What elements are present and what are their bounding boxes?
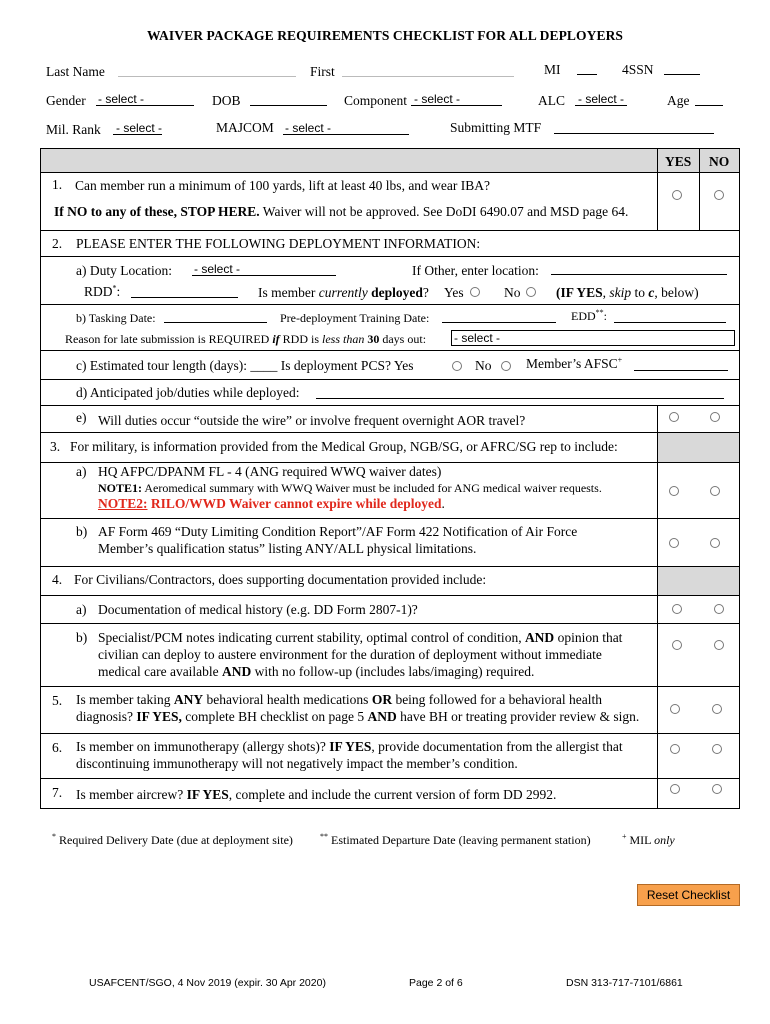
rule xyxy=(657,148,658,230)
q4a-yes-radio[interactable] xyxy=(672,604,682,614)
rule xyxy=(40,230,740,231)
fn-rdd-text: Required Delivery Date (due at deployment site) xyxy=(56,833,293,847)
rule xyxy=(40,148,41,808)
mtf-label: Submitting MTF xyxy=(450,120,542,135)
q5-l2-2: complete BH checklist on page 5 xyxy=(181,709,368,724)
q1-no-radio[interactable] xyxy=(714,190,724,200)
late-30: 30 xyxy=(367,332,380,346)
fn-rdd-sup: * xyxy=(52,832,56,841)
if-yes-skip-note xyxy=(556,285,699,301)
ifyes-i: skip xyxy=(609,285,632,300)
dob-field[interactable] xyxy=(250,105,327,106)
gender-underline xyxy=(96,105,194,106)
late-less: less than xyxy=(322,332,365,346)
ssn-field[interactable] xyxy=(664,74,700,75)
rdd-text: RDD xyxy=(84,284,113,299)
ssn-label: 4SSN xyxy=(622,62,654,77)
q3b-line1: AF Form 469 “Duty Limiting Condition Report”/AF Form 422 Notification of Air Force xyxy=(98,524,578,539)
note1-label: NOTE1: xyxy=(98,481,143,495)
deployed-yes-label: Yes xyxy=(444,285,464,300)
pcs-no-label: No xyxy=(475,358,492,373)
q4a-no-radio[interactable] xyxy=(714,604,724,614)
q2e-text: Will duties occur “outside the wire” or involve frequent overnight AOR travel? xyxy=(98,413,526,428)
q4b-l1-2: opinion that xyxy=(554,630,623,645)
q3-note2 xyxy=(98,496,445,512)
q2-text: PLEASE ENTER THE FOLLOWING DEPLOYMENT INFORMATION: xyxy=(76,236,481,251)
q4a-label: a) xyxy=(76,602,87,617)
q2e-no-radio[interactable] xyxy=(710,412,720,422)
fn-mil-sup: + xyxy=(622,832,627,841)
late-1: Reason for late submission is REQUIRED xyxy=(65,332,273,346)
rule xyxy=(40,778,740,779)
rule xyxy=(40,256,740,257)
q5-yes-radio[interactable] xyxy=(670,704,680,714)
edd-sup: ** xyxy=(595,308,604,317)
late-if: if xyxy=(272,332,280,346)
q1-stop-bold: If NO to any of these, STOP HERE. xyxy=(54,204,260,219)
gray-cell xyxy=(657,432,740,462)
rule xyxy=(40,405,740,406)
footnote-mil xyxy=(622,833,675,848)
q7-l1-ify: IF YES xyxy=(186,787,229,802)
reset-checklist-button[interactable]: Reset Checklist xyxy=(637,884,740,906)
q3-number: 3. xyxy=(50,439,61,454)
afsc-field[interactable] xyxy=(634,370,728,371)
majcom-select[interactable]: - select - xyxy=(285,121,332,135)
first-name-label: First xyxy=(310,64,335,79)
q3a-yes-radio[interactable] xyxy=(669,486,679,496)
mi-label: MI xyxy=(544,62,561,77)
rule xyxy=(40,172,740,173)
fn-edd-text: Estimated Departure Date (leaving permanent station) xyxy=(328,833,591,847)
q2-number: 2. xyxy=(52,236,63,251)
edd-text: EDD xyxy=(571,309,596,323)
ifyes-2: to xyxy=(631,285,649,300)
q6-line2: discontinuing immunotherapy will not negatively impact the member’s condition. xyxy=(76,756,518,771)
q3a-label: a) xyxy=(76,464,87,479)
anticipated-duties-field[interactable] xyxy=(316,398,724,399)
rule xyxy=(40,432,740,433)
q7-line1 xyxy=(76,787,556,803)
currently-1: Is member xyxy=(258,285,319,300)
duty-location-underline xyxy=(192,275,336,276)
first-name-field[interactable] xyxy=(342,76,514,77)
deployed-yes-radio[interactable] xyxy=(470,287,480,297)
pcs-yes-radio[interactable] xyxy=(452,361,462,371)
alc-underline xyxy=(575,105,627,106)
q1-stop-text xyxy=(54,204,628,220)
ifyes-b: (IF YES xyxy=(556,285,603,300)
gender-select[interactable]: - select - xyxy=(98,92,145,106)
q1-text: Can member run a minimum of 100 yards, lift at least 40 lbs, and wear IBA? xyxy=(75,178,491,193)
q4b-l1-1: Specialist/PCM notes indicating current stability, optimal control of condition, xyxy=(98,630,525,645)
rule xyxy=(739,148,740,808)
no-column-header: NO xyxy=(709,154,730,169)
last-name-label: Last Name xyxy=(46,64,105,79)
gray-cell xyxy=(657,566,740,595)
q6-number: 6. xyxy=(52,740,63,755)
footer-page: Page 2 of 6 xyxy=(409,977,463,989)
q5-l1-2: behavioral health medications xyxy=(203,692,372,707)
currently-b: deployed xyxy=(367,285,423,300)
alc-select[interactable]: - select - xyxy=(578,92,625,106)
rule xyxy=(40,379,740,380)
q1-stop-rest: Waiver will not be approved. See DoDI 6490.07 and MSD page 64. xyxy=(259,204,629,219)
q7-yes-radio[interactable] xyxy=(670,784,680,794)
afsc-text: Member’s AFSC xyxy=(526,356,618,371)
q4-number: 4. xyxy=(52,572,63,587)
q5-line2 xyxy=(76,709,639,725)
q5-l2-1: diagnosis? xyxy=(76,709,137,724)
other-location-label: If Other, enter location: xyxy=(412,263,539,278)
q1-number: 1. xyxy=(52,177,63,192)
q5-l1-or: OR xyxy=(371,692,393,707)
last-name-field[interactable] xyxy=(118,76,296,77)
deployed-no-radio[interactable] xyxy=(526,287,536,297)
tour-length-label: c) Estimated tour length (days): ____ Is deployment PCS? Yes xyxy=(76,358,414,373)
late-2: RDD is xyxy=(279,332,323,346)
rule xyxy=(699,148,700,230)
note2-label: NOTE2: xyxy=(98,496,148,511)
q6-line1 xyxy=(76,739,623,755)
rule xyxy=(40,686,740,687)
q3-note1 xyxy=(98,481,602,496)
rdd-label xyxy=(84,284,120,300)
q7-no-radio[interactable] xyxy=(712,784,722,794)
late-reason-select[interactable] xyxy=(451,330,735,346)
note2-text: RILO/WWD Waiver cannot expire while deployed xyxy=(147,496,442,511)
q6-l1-2: , provide documentation from the allergist that xyxy=(371,739,623,754)
q7-number: 7. xyxy=(52,785,63,800)
q2e-yes-radio[interactable] xyxy=(669,412,679,422)
q3a-text: HQ AFPC/DPANM FL - 4 (ANG required WWQ waiver dates) xyxy=(98,464,442,479)
table-header-band xyxy=(40,148,740,172)
rank-underline xyxy=(113,134,162,135)
q5-no-radio[interactable] xyxy=(712,704,722,714)
alc-label: ALC xyxy=(538,93,565,108)
fn-mil-i: only xyxy=(654,833,675,847)
q6-l1-ify: IF YES xyxy=(329,739,372,754)
q4b-line1 xyxy=(98,630,622,646)
currently-q: ? xyxy=(422,285,429,300)
pcs-no-radio[interactable] xyxy=(501,361,511,371)
q6-yes-radio[interactable] xyxy=(670,744,680,754)
rdd-sup: * xyxy=(112,283,117,293)
rule xyxy=(40,623,740,624)
note1-text: Aeromedical summary with WWQ Waiver must be included for ANG medical waiver requests. xyxy=(142,481,602,495)
q2e-label: e) xyxy=(76,410,87,425)
edd-colon: : xyxy=(603,309,608,323)
q6-l1-1: Is member on immunotherapy (allergy shots)? xyxy=(76,739,330,754)
q3b-yes-radio[interactable] xyxy=(669,538,679,548)
fn-mil-1: MIL xyxy=(626,833,655,847)
ifyes-c: c xyxy=(648,285,655,300)
q3a-no-radio[interactable] xyxy=(710,486,720,496)
q5-l1-3: being followed for a behavioral health xyxy=(392,692,602,707)
rule xyxy=(40,462,740,463)
age-field[interactable] xyxy=(695,105,723,106)
q3b-line2: Member’s qualification status” listing ANY/ALL physical limitations. xyxy=(98,541,477,556)
rule xyxy=(40,148,740,149)
rule xyxy=(40,595,740,596)
predeploy-training-field[interactable] xyxy=(442,322,556,323)
fn-edd-sup: ** xyxy=(320,832,328,841)
late-4: days out: xyxy=(379,332,427,346)
rdd-field[interactable] xyxy=(131,297,238,298)
currently-i: currently xyxy=(318,285,368,300)
rule xyxy=(40,350,740,351)
q4b-yes-radio[interactable] xyxy=(672,640,682,650)
q1-yes-radio[interactable] xyxy=(672,190,682,200)
afsc-label xyxy=(526,356,622,372)
q4b-l1-and: AND xyxy=(524,630,555,645)
afsc-sup: + xyxy=(617,355,623,365)
majcom-underline xyxy=(283,134,409,135)
component-select[interactable]: - select - xyxy=(414,92,461,106)
late-reason-value: - select - xyxy=(454,331,501,345)
footnote-edd xyxy=(320,833,591,848)
gender-label: Gender xyxy=(46,93,86,108)
dob-label: DOB xyxy=(212,93,241,108)
currently-deployed-label xyxy=(258,285,429,301)
tasking-date-label: b) Tasking Date: xyxy=(76,311,156,325)
rule xyxy=(40,566,740,567)
q5-l1-any: ANY xyxy=(173,692,204,707)
q5-line1 xyxy=(76,692,602,708)
tasking-date-field[interactable] xyxy=(164,322,267,323)
q3-text: For military, is information provided from the Medical Group, NGB/SG, or AFRC/SG rep to include: xyxy=(70,439,618,454)
late-submission-label xyxy=(65,332,426,347)
footer-left: USAFCENT/SGO, 4 Nov 2019 (expir. 30 Apr 2020) xyxy=(89,977,326,989)
q4a-text: Documentation of medical history (e.g. DD Form 2807-1)? xyxy=(98,602,418,617)
component-underline xyxy=(411,105,502,106)
q4b-line2: civilian can deploy to austere environment for the duration of deployment without immediate xyxy=(98,647,602,662)
footnote-rdd xyxy=(52,833,293,848)
edd-label xyxy=(571,309,607,324)
q4b-line3 xyxy=(98,664,534,680)
q7-l1-1: Is member aircrew? xyxy=(76,787,187,802)
yes-column-header: YES xyxy=(665,154,692,169)
rank-select[interactable]: - select - xyxy=(116,121,163,135)
component-label: Component xyxy=(344,93,407,108)
rule xyxy=(657,405,658,808)
q5-l1-1: Is member taking xyxy=(76,692,174,707)
predeploy-training-label: Pre-deployment Training Date: xyxy=(280,311,430,325)
footer-right: DSN 313-717-7101/6861 xyxy=(566,977,683,989)
note2-end: . xyxy=(441,496,445,511)
rank-label: Mil. Rank xyxy=(46,122,101,137)
q5-l2-and: AND xyxy=(367,709,397,724)
q5-l2-ify: IF YES, xyxy=(136,709,182,724)
ifyes-1: , xyxy=(602,285,610,300)
ifyes-3: , below) xyxy=(654,285,699,300)
rule xyxy=(40,518,740,519)
page-title: WAIVER PACKAGE REQUIREMENTS CHECKLIST FOR ALL DEPLOYERS xyxy=(146,28,624,43)
deployed-no-label: No xyxy=(504,285,521,300)
rule xyxy=(40,304,740,305)
rdd-colon: : xyxy=(116,284,121,299)
mi-field[interactable] xyxy=(577,74,597,75)
q4b-l3-2: with no follow-up (includes labs/imaging) required. xyxy=(251,664,535,679)
age-label: Age xyxy=(667,93,690,108)
q4b-no-radio[interactable] xyxy=(714,640,724,650)
duty-location-select[interactable]: - select - xyxy=(194,262,241,276)
q4b-l3-1: medical care available xyxy=(98,664,223,679)
q6-no-radio[interactable] xyxy=(712,744,722,754)
q4b-l3-and: AND xyxy=(222,664,252,679)
q5-l2-3: have BH or treating provider review & sign. xyxy=(396,709,640,724)
rule xyxy=(40,733,740,734)
q7-l1-2: , complete and include the current version of form DD 2992. xyxy=(228,787,557,802)
edd-field[interactable] xyxy=(614,322,726,323)
q2d-label: d) Anticipated job/duties while deployed: xyxy=(76,385,300,400)
q3b-label: b) xyxy=(76,524,88,539)
q3b-no-radio[interactable] xyxy=(710,538,720,548)
rule xyxy=(40,808,740,809)
other-location-field[interactable] xyxy=(551,274,727,275)
majcom-label: MAJCOM xyxy=(216,120,274,135)
q4b-label: b) xyxy=(76,630,88,645)
mtf-field[interactable] xyxy=(554,133,714,134)
q2a-label: a) Duty Location: xyxy=(76,263,172,278)
q5-number: 5. xyxy=(52,693,63,708)
q4-text: For Civilians/Contractors, does supporting documentation provided include: xyxy=(74,572,487,587)
